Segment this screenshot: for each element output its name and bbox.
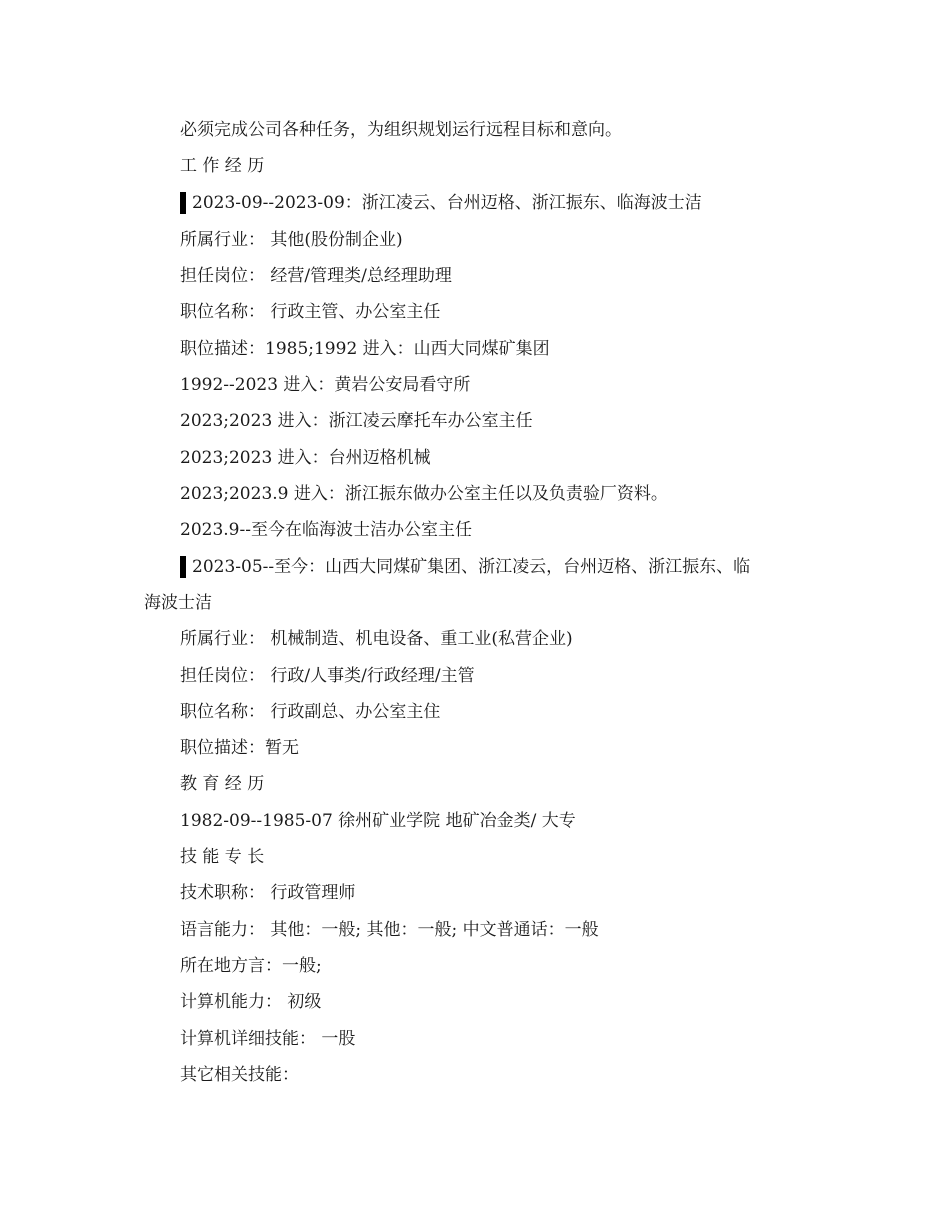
section-heading-skills: 技 能 专 长 xyxy=(180,847,265,867)
skill-other: 其它相关技能： xyxy=(180,1065,299,1085)
work-entry-1-position-title: 职位名称： 行政主管、办公室主任 xyxy=(180,302,441,322)
skill-computer-details: 计算机详细技能： 一股 xyxy=(180,1029,356,1049)
entry-marker-bar xyxy=(180,192,186,214)
work-entry-2-position-title: 职位名称： 行政副总、办公室主住 xyxy=(180,702,441,722)
work-entry-1-description-line: 2023.9--至今在临海波士洁办公室主任 xyxy=(180,520,472,540)
section-heading-work-experience: 工 作 经 历 xyxy=(180,156,265,176)
work-entry-1-description: 职位描述：1985;1992 进入：山西大同煤矿集团 xyxy=(180,339,550,359)
work-entry-1-post: 担任岗位： 经营/管理类/总经理助理 xyxy=(180,266,452,286)
work-entry-1-description-line: 2023;2023 进入：浙江凌云摩托车办公室主任 xyxy=(180,411,533,431)
work-entry-1-description-line: 1992--2023 进入：黄岩公安局看守所 xyxy=(180,375,471,395)
skill-computer-ability: 计算机能力： 初级 xyxy=(180,992,322,1012)
work-entry-2-post: 担任岗位： 行政/人事类/行政经理/主管 xyxy=(180,666,475,686)
work-entry-2-description: 职位描述：暂无 xyxy=(180,738,299,758)
skill-local-dialect: 所在地方言：一般; xyxy=(180,956,322,976)
section-heading-education: 教 育 经 历 xyxy=(180,774,265,794)
education-entry: 1982-09--1985-07 徐州矿业学院 地矿冶金类/ 大专 xyxy=(180,811,576,831)
skill-language-ability: 语言能力： 其他：一般; 其他：一般; 中文普通话：一般 xyxy=(180,920,599,940)
work-entry-2-title-continued: 海波士洁 xyxy=(144,593,212,613)
work-entry-1-title: 2023-09--2023-09：浙江凌云、台州迈格、浙江振东、临海波士洁 xyxy=(192,193,702,213)
work-entry-1-industry: 所属行业： 其他(股份制企业) xyxy=(180,230,403,250)
work-entry-1-description-line: 2023;2023 进入：台州迈格机械 xyxy=(180,448,431,468)
intro-text: 必须完成公司各种任务，为组织规划运行远程目标和意向。 xyxy=(180,120,622,140)
work-entry-1-description-line: 2023;2023.9 进入：浙江振东做办公室主任以及负责验厂资料。 xyxy=(180,484,668,504)
work-entry-1-header xyxy=(180,192,702,214)
entry-marker-bar xyxy=(180,556,186,578)
work-entry-2-header xyxy=(180,556,750,578)
skill-technical-title: 技术职称： 行政管理师 xyxy=(180,883,356,903)
work-entry-2-title: 2023-05--至今：山西大同煤矿集团、浙江凌云，台州迈格、浙江振东、临 xyxy=(192,557,751,577)
work-entry-2-industry: 所属行业： 机械制造、机电设备、重工业(私营企业) xyxy=(180,629,573,649)
